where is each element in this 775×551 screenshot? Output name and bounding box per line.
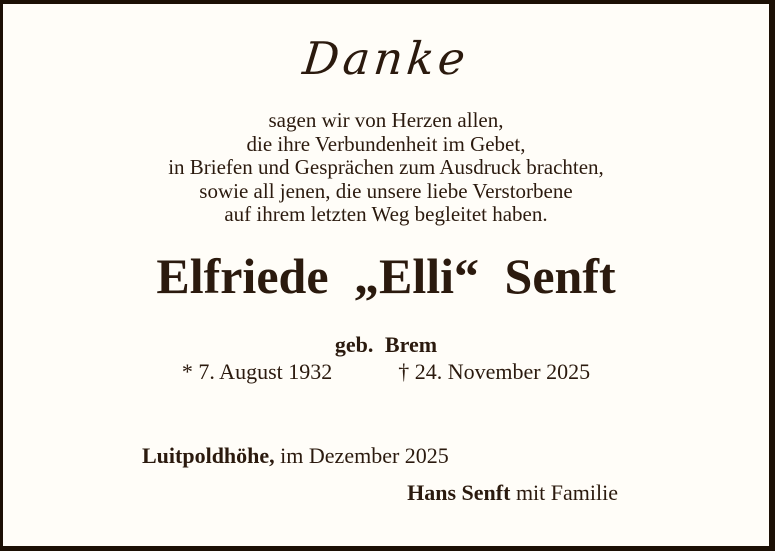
maiden-name: geb. Brem	[334, 332, 438, 357]
thanks-line: die ihre Verbundenheit im Gebet,	[246, 131, 526, 156]
mourner-name: Hans Senft	[407, 480, 511, 505]
thanks-line: in Briefen und Gesprächen zum Ausdruck brachten,	[168, 155, 604, 179]
notice-title: Danke	[300, 32, 472, 85]
life-dates	[3, 359, 769, 385]
thanks-line: sagen wir von Herzen allen,	[268, 108, 504, 132]
death-date: † 24. November 2025	[398, 359, 591, 384]
mourner-suffix: mit Familie	[515, 480, 618, 505]
notice-date: im Dezember 2025	[280, 443, 449, 468]
deceased-name: Elfriede „Elli“ Senft	[156, 248, 616, 304]
thanks-line: auf ihrem letzten Weg begleitet haben.	[224, 202, 548, 226]
thanks-line: sowie all jenen, die unsere liebe Verstorbene	[199, 178, 573, 203]
birth-date: * 7. August 1932	[181, 359, 333, 384]
place-date-line	[142, 443, 449, 469]
thanks-text-block	[3, 109, 769, 227]
mourner-line	[407, 480, 618, 506]
place-name: Luitpoldhöhe,	[142, 443, 275, 468]
